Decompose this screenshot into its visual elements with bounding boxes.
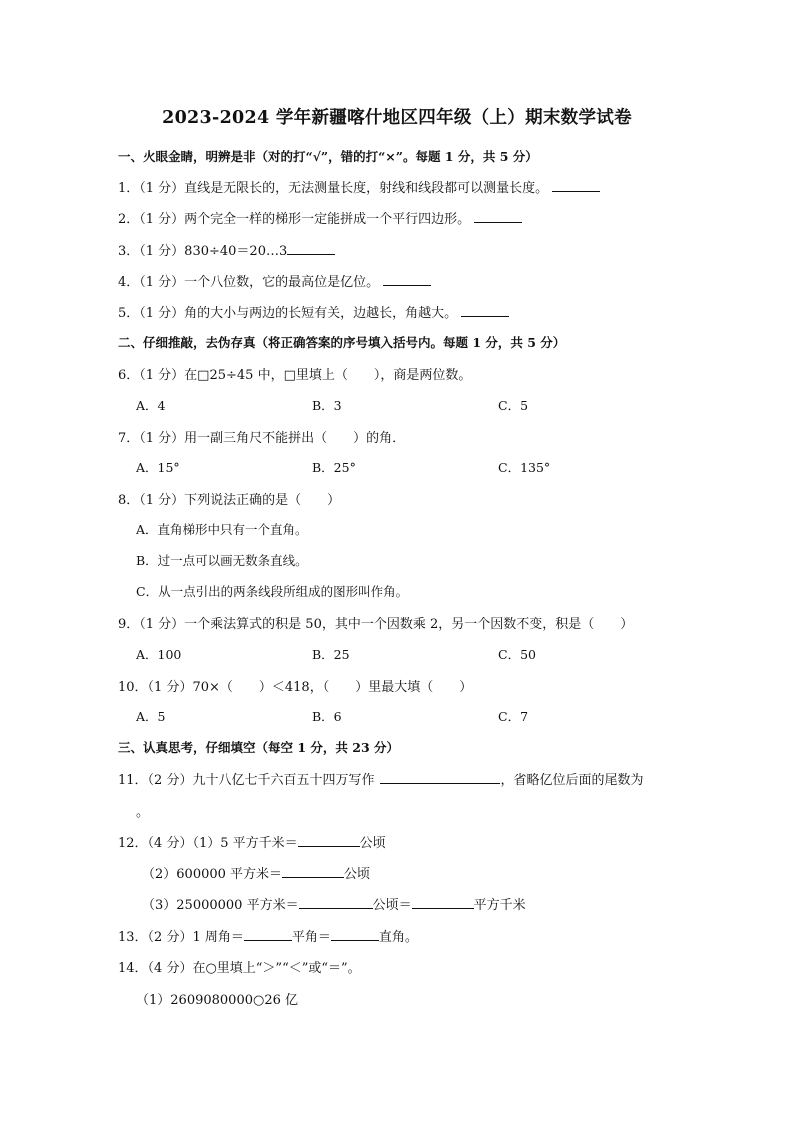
question-2-text: 2．（1 分）两个完全一样的梯形一定能拼成一个平行四边形。	[118, 212, 471, 227]
question-3	[118, 240, 335, 259]
answer-blank[interactable]	[412, 896, 474, 909]
question-12-part-1-text: 12．（4 分）（1）5 平方千米＝	[118, 836, 298, 851]
exam-title: 2023-2024 学年新疆喀什地区四年级（上）期末数学试卷	[162, 108, 632, 128]
question-12-part-3	[142, 894, 526, 913]
question-6-option-b[interactable]: B．3	[312, 398, 342, 413]
question-10-option-a[interactable]: A．5	[136, 709, 166, 724]
question-12-part-2	[142, 863, 370, 882]
question-11	[118, 769, 643, 788]
question-13-text: 13．（2 分）1 周角＝	[118, 930, 244, 945]
question-6-option-a[interactable]: A．4	[136, 398, 166, 413]
question-8-option-c[interactable]: C．从一点引出的两条线段所组成的图形叫作角。	[136, 584, 409, 599]
unit-label: 公顷＝	[372, 898, 412, 913]
question-11-end: 。	[136, 805, 150, 820]
answer-blank[interactable]	[298, 834, 360, 847]
question-8-option-a[interactable]: A．直角梯形中只有一个直角。	[136, 522, 308, 537]
answer-blank[interactable]	[287, 242, 335, 255]
question-5	[118, 302, 509, 321]
section-2-heading: 二、仔细推敲，去伪存真（将正确答案的序号填入括号内。每题 1 分，共 5 分）	[118, 335, 566, 350]
question-12	[118, 832, 386, 851]
unit-label: 直角。	[378, 930, 418, 945]
question-3-text: 3．（1 分）830÷40＝20…3	[118, 244, 288, 259]
question-4-text: 4．（1 分）一个八位数，它的最高位是亿位。	[118, 275, 380, 290]
question-7-option-c[interactable]: C．135°	[498, 460, 551, 475]
question-12-part-2-text: （2）600000 平方米＝	[142, 867, 283, 882]
question-14: 14．（4 分）在○里填上“＞”“＜”或“＝”。	[118, 961, 361, 976]
question-1	[118, 177, 600, 196]
question-8: 8．（1 分）下列说法正确的是（ ）	[118, 493, 341, 508]
question-1-text: 1．（1 分）直线是无限长的，无法测量长度，射线和线段都可以测量长度。	[118, 181, 549, 196]
section-1-heading: 一、火眼金睛，明辨是非（对的打“√”，错的打“×”。每题 1 分，共 5 分）	[118, 149, 538, 164]
answer-blank[interactable]	[552, 179, 600, 192]
answer-blank[interactable]	[282, 865, 344, 878]
question-10-option-c[interactable]: C．7	[498, 709, 529, 724]
question-2	[118, 208, 522, 227]
answer-blank[interactable]	[461, 304, 509, 317]
question-9-option-a[interactable]: A．100	[136, 647, 182, 662]
question-14-part-1: （1）2609080000○26 亿	[136, 993, 298, 1008]
question-7-option-a[interactable]: A．15°	[136, 460, 180, 475]
question-7: 7．（1 分）用一副三角尺不能拼出（ ）的角．	[118, 431, 406, 446]
question-10-option-b[interactable]: B．6	[312, 709, 342, 724]
question-12-part-3-text: （3）25000000 平方米＝	[142, 898, 299, 913]
question-9-option-c[interactable]: C．50	[498, 647, 536, 662]
answer-blank[interactable]	[331, 928, 379, 941]
answer-blank[interactable]	[299, 896, 373, 909]
question-11-text: 11．（2 分）九十八亿七千六百五十四万写作	[118, 773, 375, 788]
question-7-option-b[interactable]: B．25°	[312, 460, 356, 475]
question-4	[118, 271, 431, 290]
question-6: 6．（1 分）在□25÷45 中，□里填上（ ），商是两位数。	[118, 368, 472, 383]
question-13	[118, 926, 418, 945]
answer-blank[interactable]	[244, 928, 292, 941]
unit-label: 公顷	[344, 867, 371, 882]
question-9: 9．（1 分）一个乘法算式的积是 50，其中一个因数乘 2，另一个因数不变，积是（ ）	[118, 617, 634, 632]
unit-label: 平角＝	[291, 930, 331, 945]
answer-blank[interactable]	[380, 771, 500, 784]
question-11-text-cont: ，省略亿位后面的尾数为	[500, 773, 644, 788]
question-10: 10．（1 分）70×（ ）＜418，（ ）里最大填（ ）	[118, 680, 473, 695]
question-8-option-b[interactable]: B．过一点可以画无数条直线。	[136, 553, 308, 568]
unit-label: 公顷	[359, 836, 386, 851]
question-9-option-b[interactable]: B．25	[312, 647, 350, 662]
section-3-heading: 三、认真思考，仔细填空（每空 1 分，共 23 分）	[118, 740, 400, 755]
question-5-text: 5．（1 分）角的大小与两边的长短有关，边越长，角越大。	[118, 306, 458, 321]
answer-blank[interactable]	[383, 273, 431, 286]
unit-label: 平方千米	[473, 898, 526, 913]
question-6-option-c[interactable]: C．5	[498, 398, 529, 413]
answer-blank[interactable]	[474, 210, 522, 223]
